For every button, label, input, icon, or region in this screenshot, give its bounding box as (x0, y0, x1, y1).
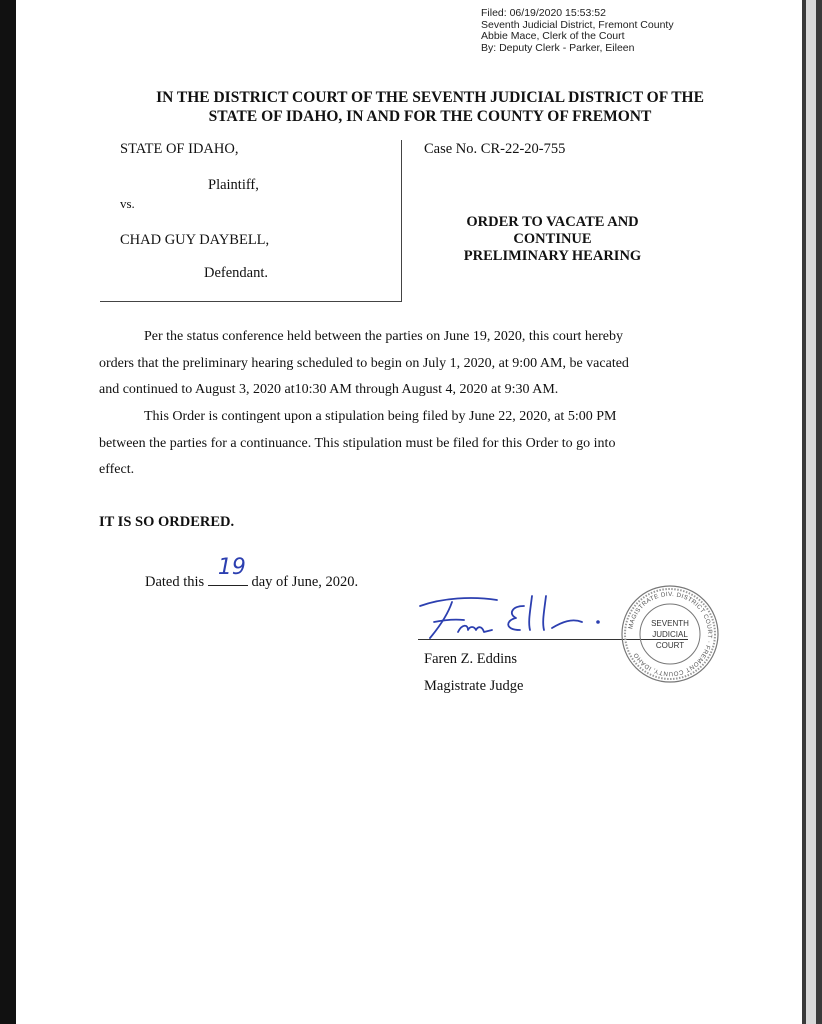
order-title (440, 214, 665, 265)
order-title-line3: PRELIMINARY HEARING (463, 248, 642, 264)
court-seal (620, 582, 720, 688)
court-header-line2: STATE OF IDAHO, IN AND FOR THE COUNTY OF FREMONT (208, 108, 652, 125)
plaintiff-name: STATE OF IDAHO, (120, 141, 239, 157)
filing-stamp-clerk: Abbie Mace, Clerk of the Court (481, 30, 625, 42)
filing-stamp-court: Seventh Judicial District, Fremont County (481, 18, 674, 31)
court-header-line1: IN THE DISTRICT COURT OF THE SEVENTH JUDICIAL DISTRICT OF THE (156, 89, 704, 106)
defendant-name: CHAD GUY DAYBELL, (120, 232, 270, 248)
signature-stroke-tail (552, 620, 582, 628)
judge-title: Magistrate Judge (424, 678, 524, 694)
paragraph-1-line-2: orders that the preliminary hearing scheduled to begin on July 1, 2020, at 9:00 AM, be vacated (99, 355, 629, 371)
signature-stroke-aren (458, 626, 492, 632)
dated-suffix: day of June, 2020. (251, 574, 359, 590)
order-title-line2: CONTINUE (513, 231, 592, 247)
dated-day-blank (208, 555, 248, 586)
paragraph-1-line-3: and continued to August 3, 2020 at10:30 AM through August 4, 2020 at 9:30 AM. (99, 382, 559, 397)
judge-name: Faren Z. Eddins (424, 651, 518, 667)
judge-signature (412, 592, 612, 644)
dated-day-handwritten: 19 (217, 555, 246, 580)
so-ordered: IT IS SO ORDERED. (99, 514, 235, 530)
signature-stroke-f-bar (434, 620, 464, 622)
filing-stamp-filed: Filed: 06/19/2020 15:53:52 (481, 7, 606, 19)
dated-line (145, 555, 359, 591)
seal-center-line3: COURT (655, 641, 685, 650)
paragraph-2-line-1: This Order is contingent upon a stipulation being filed by June 22, 2020, at 5:00 PM (144, 409, 617, 424)
order-paragraph-1 (99, 324, 699, 404)
filing-stamp (481, 8, 674, 54)
seal-center-line2: JUDICIAL (652, 630, 688, 639)
court-header (60, 88, 800, 126)
order-paragraph-2 (99, 404, 699, 484)
filing-stamp-deputy: By: Deputy Clerk - Parker, Eileen (481, 41, 635, 54)
paragraph-2-line-2: between the parties for a continuance. This stipulation must be filed for this Order to go into (99, 435, 616, 451)
plaintiff-role: Plaintiff, (208, 177, 259, 193)
signature-stroke-d1 (529, 596, 532, 630)
signature-dot (596, 620, 600, 624)
case-number: Case No. CR-22-20-755 (424, 141, 566, 157)
seal-ring-text: MAGISTRATE DIV. DISTRICT COURT · FREMONT COUNTY, IDAHO (627, 590, 714, 678)
caption-horizontal-rule (100, 301, 402, 302)
signature-stroke-f-top (420, 598, 497, 606)
order-title-line1: ORDER TO VACATE AND (466, 214, 639, 230)
versus: vs. (120, 196, 135, 211)
paragraph-2-line-3: effect. (99, 462, 135, 477)
seal-center-line1: SEVENTH (651, 619, 689, 628)
signature-stroke-e (508, 606, 524, 630)
dated-prefix: Dated this (145, 574, 205, 590)
scan-edge-inner (806, 0, 816, 1024)
defendant-role: Defendant. (204, 265, 269, 281)
caption-vertical-rule (401, 140, 402, 302)
signature-stroke-d2 (543, 596, 546, 630)
paragraph-1-line-1: Per the status conference held between the parties on June 19, 2020, this court hereby (144, 329, 623, 344)
